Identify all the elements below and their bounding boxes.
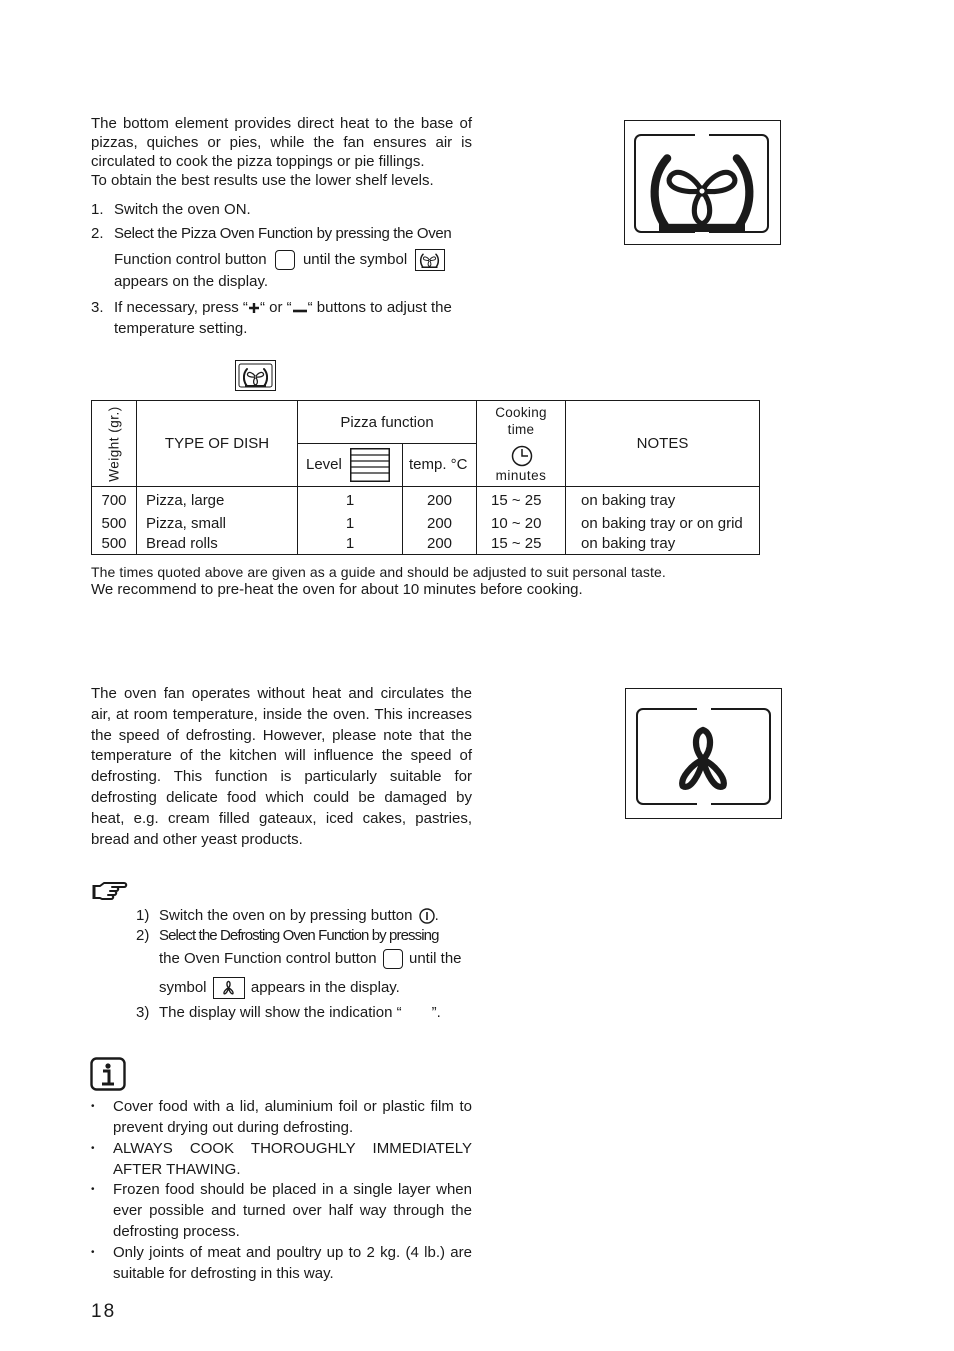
level-value: 1 <box>345 535 355 552</box>
step-text-part: symbol <box>159 978 207 996</box>
pizza-cooking-table <box>91 400 760 555</box>
pizza-function-symbol-small <box>235 360 276 391</box>
step-text-part: until the <box>408 950 462 967</box>
dish-cell <box>137 487 298 555</box>
pizza-function-header: Pizza function <box>340 413 434 431</box>
plus-icon <box>248 301 260 315</box>
time-value: 15 ~ 25 <box>491 535 542 552</box>
temp-cell <box>403 487 477 555</box>
step-text-part: . <box>434 907 439 924</box>
minus-icon <box>292 301 308 315</box>
step-text-part: “ or “ <box>259 299 292 316</box>
step-text: Switch the oven ON. <box>114 201 251 218</box>
level-value: 1 <box>345 492 355 509</box>
weight-value: 700 <box>101 492 127 509</box>
minutes-label: minutes <box>495 468 547 483</box>
notes-value: on baking tray or on grid <box>581 514 743 532</box>
temp-value: 200 <box>426 514 453 532</box>
step-text: Select the Pizza Oven Function by pressing the Oven <box>114 225 452 242</box>
dish-name: Bread rolls <box>146 535 218 552</box>
defrost-function-symbol-large <box>625 688 782 819</box>
step-text-part: the Oven Function control button <box>159 950 377 967</box>
clock-icon <box>511 445 533 467</box>
notes-header-cell <box>566 401 760 487</box>
cooking-time-header-cell <box>477 401 566 487</box>
level-header-cell <box>298 444 403 487</box>
defrost-intro: The oven fan operates without heat and circulates the air, at room temperature, inside the oven. This increases the speed of defrosting. However, please note that the temperature of the kitchen will influence the speed of defrosting. This function is particularly suitable for defrosting delicate food which could be damaged by heat, e.g. cream filled gateaux, iced cakes, pastries, bread and other yeast products. <box>91 685 472 848</box>
level-header: Level <box>306 456 342 473</box>
level-cell <box>298 487 403 555</box>
level-value: 1 <box>345 514 355 532</box>
temp-header: temp. °C <box>409 456 468 473</box>
pizza-function-symbol-large <box>624 120 781 245</box>
step-number: 1. <box>91 201 104 218</box>
step-text-part: “ buttons to adjust the <box>307 299 452 316</box>
step-number: 3) <box>136 1004 150 1021</box>
step-text-part: The display will show the indication “ <box>159 1004 402 1021</box>
notes-header: NOTES <box>636 435 689 452</box>
shelf-levels-icon <box>350 448 390 482</box>
time-value: 15 ~ 25 <box>491 492 542 509</box>
pizza-symbol-icon <box>415 249 445 271</box>
temp-header-cell <box>403 444 477 487</box>
weight-header: Weight (gr.) <box>106 405 122 482</box>
pizza-intro-note: To obtain the best results use the lower shelf levels. <box>91 172 434 189</box>
notes-value: on baking tray <box>581 492 676 509</box>
time-value: 10 ~ 20 <box>491 514 542 532</box>
list-item <box>91 1180 472 1243</box>
tip-text: ALWAYS COOK THOROUGHLY IMMEDIATELY AFTER THAWING. <box>113 1140 472 1178</box>
weight-value: 500 <box>101 514 127 532</box>
step-text: Select the Defrosting Oven Function by pressing <box>159 927 439 944</box>
power-button-icon <box>419 908 435 924</box>
weight-cell <box>92 487 137 555</box>
temp-value: 200 <box>426 535 453 552</box>
table-footnote: The times quoted above are given as a guide and should be adjusted to suit personal taste. <box>91 564 666 580</box>
step-text <box>159 949 462 969</box>
list-item <box>91 1097 472 1139</box>
step-text-part: until the symbol <box>302 250 408 268</box>
time-cell <box>477 487 566 555</box>
step-number: 2) <box>136 927 150 944</box>
list-item <box>91 1139 472 1181</box>
dish-name: Pizza, small <box>146 514 227 532</box>
oven-function-button-icon <box>383 949 403 969</box>
step-text <box>114 249 445 271</box>
page-number: 18 <box>91 1301 117 1322</box>
step-number: 2. <box>91 225 104 242</box>
step-number: 3. <box>91 299 104 316</box>
step-text: temperature setting. <box>114 320 248 337</box>
dish-name: Pizza, large <box>146 492 225 509</box>
pizza-function-header-cell <box>298 401 477 444</box>
bullet: • <box>91 1101 95 1112</box>
pointing-hand-icon <box>92 880 128 902</box>
table-footnote: We recommend to pre-heat the oven for about 10 minutes before cooking. <box>91 581 583 598</box>
tip-text: Only joints of meat and poultry up to 2 kg. (4 lb.) are suitable for defrosting in this way. <box>113 1244 472 1282</box>
notes-value: on baking tray <box>581 535 676 552</box>
fan-symbol-icon <box>213 977 245 999</box>
temp-value: 200 <box>426 492 453 509</box>
step-text <box>114 298 452 318</box>
bullet: • <box>91 1184 95 1195</box>
step-text-part: If necessary, press “ <box>114 299 248 316</box>
step-text: appears on the display. <box>114 273 268 290</box>
step-text <box>159 977 400 999</box>
oven-function-button-icon <box>275 250 295 270</box>
step-text-part: ”. <box>431 1004 441 1021</box>
pizza-intro-paragraph: The bottom element provides direct heat to the base of pizzas, quiches or pies, while the fan ensures air is circulated to cook the pizza toppings or pie fillings. <box>91 115 472 171</box>
step-text <box>159 1003 441 1023</box>
type-header-cell <box>137 401 298 487</box>
type-of-dish-header: TYPE OF DISH <box>164 435 270 452</box>
cooking-time-header: time <box>507 422 535 437</box>
step-text <box>159 906 439 926</box>
step-text-part: Switch the oven on by pressing button <box>159 907 413 924</box>
tip-text: Cover food with a lid, aluminium foil or plastic film to prevent drying out during defrosting. <box>113 1098 472 1136</box>
weight-header-cell <box>92 401 137 487</box>
step-number: 1) <box>136 907 150 924</box>
weight-value: 500 <box>101 535 127 552</box>
step-text-part: Function control button <box>114 250 267 268</box>
notes-cell <box>566 487 760 555</box>
info-icon <box>90 1057 126 1091</box>
step-text-part: appears in the display. <box>250 978 400 996</box>
bullet: • <box>91 1143 95 1154</box>
bullet: • <box>91 1247 95 1258</box>
cooking-time-header: Cooking <box>495 405 547 420</box>
list-item <box>91 1243 472 1285</box>
tip-text: Frozen food should be placed in a single layer when ever possible and turned over half way through the defrosting process. <box>113 1181 472 1240</box>
